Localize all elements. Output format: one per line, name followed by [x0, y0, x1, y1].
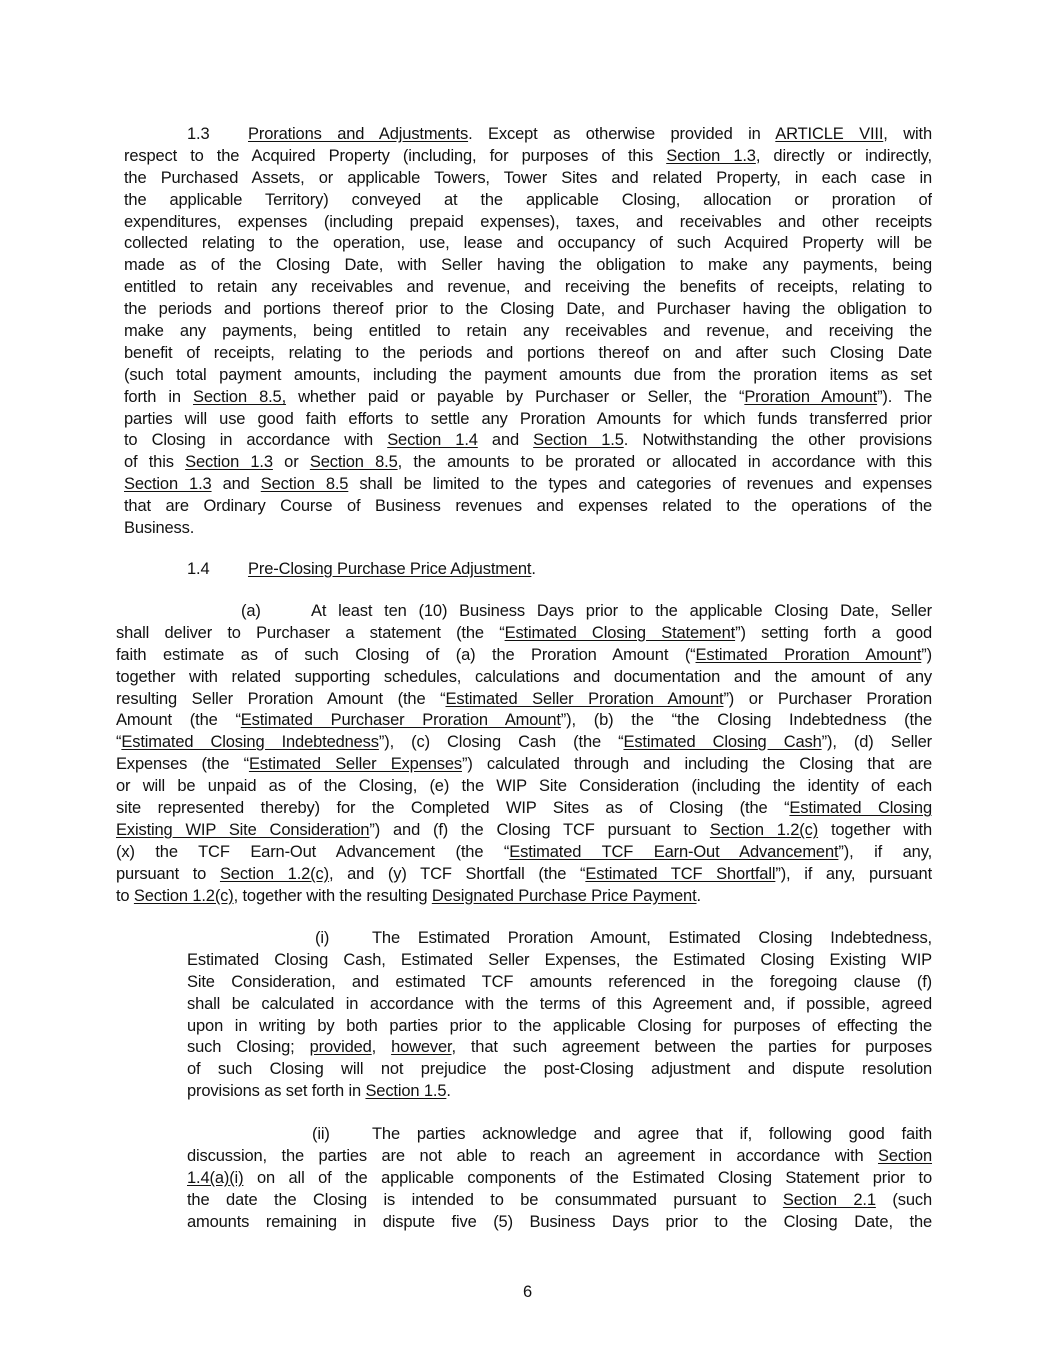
text-line [187, 1037, 932, 1059]
text-line [124, 452, 932, 474]
defined-term-reference: Section 1.5 [365, 1082, 447, 1101]
text-segment: The Estimated Proration Amount, Estimated Closing Indebtedness, [372, 929, 932, 947]
defined-term-reference: Estimated Closing Cash [623, 733, 822, 752]
text-line [116, 667, 932, 689]
defined-term-reference: Estimated Closing Indebtedness [121, 733, 379, 752]
defined-term-reference: Estimated Purchaser Proration Amount [240, 711, 561, 730]
text-line [124, 190, 932, 212]
text-segment: together with [818, 820, 932, 839]
defined-term-reference: Section 1.4 [387, 431, 478, 450]
text-line [187, 1146, 932, 1168]
text-segment: provisions as set forth in [187, 1082, 366, 1101]
text-segment: make any payments, being entitled to retain any receivables and revenue, and receiving the [124, 322, 932, 341]
defined-term-reference: Section 1.2(c) [709, 820, 819, 839]
section-number: 1.4 [187, 560, 210, 578]
defined-term-reference: Estimated TCF Earn-Out Advancement [509, 842, 839, 861]
text-segment: At least ten (10) Business Days prior to the applicable Closing Date, Seller [311, 602, 932, 620]
defined-term-reference: Section 1.3 [124, 475, 212, 494]
text-line [116, 776, 932, 798]
text-segment: or will be unpaid as of the Closing, (e) the WIP Site Consideration (including the identity of each [116, 777, 932, 796]
text-segment: Estimated Closing Cash, Estimated Seller Expenses, the Estimated Closing Existing WIP [187, 950, 932, 969]
text-segment: (x) the TCF Earn-Out Advancement (the “ [116, 842, 510, 861]
text-segment: of such Closing will not prejudice the post-Closing adjustment and dispute resolution [187, 1060, 932, 1079]
text-line [124, 559, 932, 581]
text-segment: shall be calculated in accordance with the terms of this Agreement and, if possible, agreed [187, 994, 932, 1013]
text-line [116, 689, 932, 711]
defined-term-reference: Estimated TCF Shortfall [585, 864, 776, 883]
text-segment: . Except as otherwise provided in [468, 125, 776, 143]
defined-term-reference: Estimated Seller Expenses [248, 755, 462, 774]
text-segment: ”), (d) Seller [821, 733, 932, 752]
text-segment: on all of the applicable components of the Estimated Closing Statement prior to [243, 1168, 932, 1187]
text-line [116, 842, 932, 864]
text-line [116, 623, 932, 645]
defined-term-reference: ARTICLE VIII [775, 125, 884, 143]
text-segment: expenditures, expenses (including prepaid expenses), taxes, and receivables and other receipts [124, 212, 932, 231]
text-segment: and [211, 475, 261, 494]
page-number: 6 [522, 1283, 533, 1301]
text-segment: . [696, 886, 701, 905]
defined-term-reference: 1.4(a)(i) [187, 1168, 244, 1187]
text-segment: ”), if any, pursuant [775, 864, 932, 883]
text-line [124, 124, 932, 146]
text-line [124, 474, 932, 496]
text-segment: (such total payment amounts, including the payment amounts due from the proration items as set [124, 365, 932, 384]
text-segment: to Closing in accordance with [124, 431, 388, 450]
defined-term-reference: Section 1.2(c) [219, 864, 329, 883]
text-line [124, 277, 932, 299]
text-line [124, 496, 932, 518]
text-segment: to [116, 886, 134, 905]
text-line [187, 1081, 932, 1103]
text-line [124, 321, 932, 343]
text-line [116, 601, 932, 623]
defined-term-reference: Section 1.2(c) [133, 886, 234, 905]
text-segment: Expenses (the “ [116, 755, 249, 774]
text-line [187, 972, 932, 994]
text-segment: shall be limited to the types and categories of revenues and expenses [348, 475, 932, 494]
defined-term-reference: Section 1.5 [533, 431, 624, 450]
text-segment: Amount (the “ [116, 711, 241, 730]
defined-term-reference: Designated Purchase Price Payment [431, 886, 697, 905]
defined-term-reference: Section 8.5 [309, 453, 398, 472]
text-line [124, 365, 932, 387]
defined-term-reference: Section 8.5, [193, 387, 287, 406]
text-line [116, 645, 932, 667]
text-segment: shall deliver to Purchaser a statement (the “ [116, 623, 505, 642]
text-segment: ”), (c) Closing Cash (the “ [378, 733, 624, 752]
section-1-4-heading [124, 559, 932, 581]
section-1-4-a-ii [187, 1124, 932, 1233]
text-segment: , and (y) TCF Shortfall (the “ [328, 864, 586, 883]
section-1-3-prorations [124, 124, 932, 540]
text-segment: , that such agreement between the parties for purposes [451, 1038, 932, 1057]
text-line [187, 1168, 932, 1190]
text-line [124, 430, 932, 452]
text-segment: Site Consideration, and estimated TCF amounts referenced in the foregoing clause (f) [187, 972, 932, 991]
text-segment: Business. [124, 519, 195, 538]
text-segment: , [371, 1038, 392, 1057]
text-segment: ”) calculated through and including the Closing that are [462, 755, 932, 774]
defined-term-reference: Prorations and Adjustments [248, 125, 469, 143]
text-segment: faith estimate as of such Closing of (a) the Proration Amount (“ [116, 645, 696, 664]
text-segment: , with [883, 125, 932, 143]
text-segment: forth in [124, 387, 193, 406]
defined-term-reference: Estimated Seller Proration Amount [445, 689, 724, 708]
text-segment: resulting Seller Proration Amount (the “ [116, 689, 446, 708]
section-1-4-a [116, 601, 932, 907]
text-segment: together with related supporting schedules, calculations and documentation and the amount of any [116, 667, 932, 686]
defined-term-reference: Estimated Closing Statement [504, 623, 736, 642]
text-line [116, 710, 932, 732]
text-line [116, 754, 932, 776]
text-segment: ”) or Purchaser Proration [723, 689, 932, 708]
defined-term-reference: however [391, 1038, 452, 1057]
text-segment: the applicable Territory) conveyed at the applicable Closing, allocation or proration of [124, 190, 932, 209]
text-segment: entitled to retain any receivables and revenue, and receiving the benefits of receipts, relating to [124, 278, 932, 297]
text-line [124, 212, 932, 234]
text-segment: such Closing; [187, 1038, 310, 1057]
text-segment: benefit of receipts, relating to the periods and portions thereof on and after such Closing Date [124, 343, 932, 362]
text-segment: , the amounts to be prorated or allocated in accordance with this [397, 453, 932, 472]
section-number: (i) [315, 929, 330, 947]
text-segment: and [477, 431, 534, 450]
text-segment: The parties acknowledge and agree that if, following good faith [372, 1125, 932, 1143]
text-line [124, 255, 932, 277]
defined-term-reference: provided [309, 1038, 372, 1057]
text-line [116, 798, 932, 820]
text-line [124, 299, 932, 321]
section-number: (ii) [312, 1125, 330, 1143]
text-segment: ”) setting forth a good [735, 623, 932, 642]
text-segment: (such [875, 1190, 932, 1209]
defined-term-reference: Estimated Proration Amount [695, 645, 922, 664]
text-segment: ”). The [877, 387, 932, 406]
text-segment: parties will use good faith efforts to settle any Proration Amounts for which funds transferred prior [124, 409, 932, 428]
defined-term-reference: Estimated Closing [789, 799, 932, 818]
text-line [124, 387, 932, 409]
text-segment: that are Ordinary Course of Business revenues and expenses related to the operations of the [124, 497, 932, 516]
defined-term-reference: Section 8.5 [260, 475, 349, 494]
text-segment: the date the Closing is intended to be consummated pursuant to [187, 1190, 783, 1209]
text-line [124, 518, 932, 540]
text-segment: collected relating to the operation, use, lease and occupancy of such Acquired Property will be [124, 234, 932, 253]
text-segment: ”) [921, 645, 932, 664]
section-number: (a) [241, 602, 261, 620]
defined-term-reference: Section 1.3 [666, 146, 756, 165]
text-segment: . [531, 560, 536, 578]
text-line [116, 732, 932, 754]
text-line [187, 1016, 932, 1038]
text-segment: site represented thereby) for the Completed WIP Sites as of Closing (the “ [116, 799, 790, 818]
defined-term-reference: Section 2.1 [782, 1190, 876, 1209]
text-segment: . [446, 1082, 451, 1101]
text-line [187, 1059, 932, 1081]
defined-term-reference: Section [878, 1146, 932, 1165]
text-segment: discussion, the parties are not able to reach an agreement in accordance with [187, 1146, 878, 1165]
text-line [187, 950, 932, 972]
text-segment: the Purchased Assets, or applicable Towers, Tower Sites and related Property, in each case in [124, 168, 932, 187]
text-segment: ”) and (f) the Closing TCF pursuant to [369, 820, 710, 839]
text-line [187, 1190, 932, 1212]
text-segment: , directly or indirectly, [755, 146, 932, 165]
text-segment: , together with the resulting [233, 886, 432, 905]
section-1-4-a-i [187, 928, 932, 1103]
text-segment: the periods and portions thereof prior to the Closing Date, and Purchaser having the obligation to [124, 300, 932, 319]
text-line [124, 233, 932, 255]
defined-term-reference: Proration Amount [744, 387, 878, 406]
text-line [187, 928, 932, 950]
text-line [124, 146, 932, 168]
text-segment: “ [116, 733, 122, 752]
text-segment: of this [124, 453, 186, 472]
text-line [124, 343, 932, 365]
text-segment: amounts remaining in dispute five (5) Business Days prior to the Closing Date, the [187, 1212, 932, 1231]
defined-term-reference: Section 1.3 [185, 453, 273, 472]
text-segment: pursuant to [116, 864, 220, 883]
text-segment: made as of the Closing Date, with Seller having the obligation to make any payments, being [124, 256, 932, 275]
text-line [187, 1124, 932, 1146]
text-segment: respect to the Acquired Property (including, for purposes of this [124, 146, 667, 165]
text-segment: . Notwithstanding the other provisions [623, 431, 932, 450]
text-line [116, 820, 932, 842]
text-segment: whether paid or payable by Purchaser or Seller, the “ [286, 387, 745, 406]
defined-term-reference: Existing WIP Site Consideration [116, 820, 370, 839]
text-line [187, 1212, 932, 1234]
text-segment: ”), (b) the “the Closing Indebtedness (the [560, 711, 932, 730]
text-line [124, 168, 932, 190]
text-segment: ”), if any, [838, 842, 932, 861]
section-number: 1.3 [187, 125, 210, 143]
text-segment: or [272, 453, 310, 472]
text-line [124, 409, 932, 431]
text-segment: upon in writing by both parties prior to the applicable Closing for purposes of effecting the [187, 1016, 932, 1035]
text-line [187, 994, 932, 1016]
text-line [116, 864, 932, 886]
text-line [116, 886, 932, 908]
defined-term-reference: Pre-Closing Purchase Price Adjustment [248, 560, 532, 578]
